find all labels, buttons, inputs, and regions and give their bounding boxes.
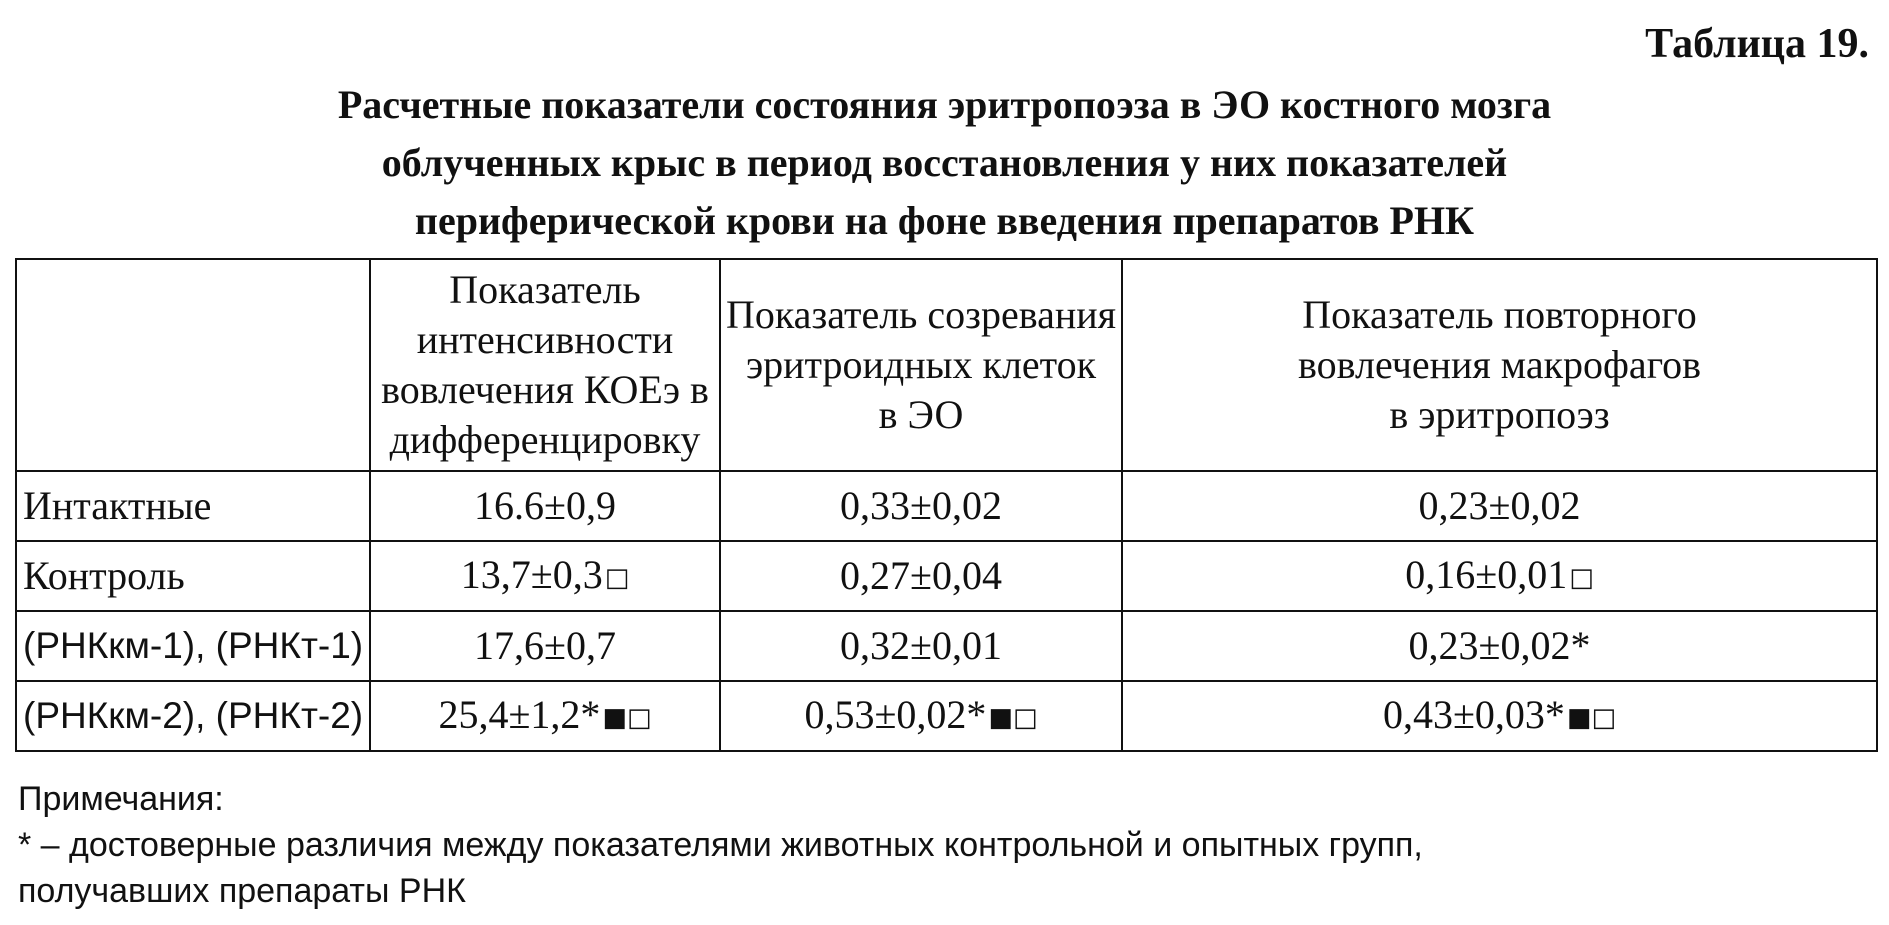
header-line: эритроидных клеток (745, 342, 1097, 387)
header-line: в эритропоэз (1389, 392, 1610, 437)
cell-value: 0,43±0,03* (1382, 691, 1565, 737)
header-row (16, 259, 1877, 471)
cell-value: 0,33±0,02 (840, 483, 1002, 528)
header-line: Показатель повторного (1302, 292, 1697, 337)
value-cell (720, 681, 1122, 751)
header-cell-maturation (720, 259, 1122, 471)
table-row (16, 541, 1877, 611)
row-group-label: Контроль (16, 541, 370, 611)
cell-value: 0,27±0,04 (840, 553, 1002, 598)
caption-line: облученных крыс в период восстановления у них показателей (381, 140, 1508, 185)
table-row (16, 471, 1877, 541)
cell-value: 17,6±0,7 (474, 623, 616, 668)
header-line: Показатель созревания (725, 292, 1117, 337)
row-group-label: Интактные (16, 471, 370, 541)
table-row (16, 681, 1877, 751)
value-cell (1122, 681, 1877, 751)
cell-value: 0,53±0,02* (804, 691, 987, 737)
table-row (16, 611, 1877, 681)
header-cell-group (16, 259, 370, 471)
header-cell-macrophage (1122, 259, 1877, 471)
cell-value: 0,23±0,02 (1418, 483, 1581, 528)
notes (18, 776, 1423, 914)
cell-value: 16.6±0,9 (474, 483, 616, 528)
cell-value: 0,23±0,02* (1408, 623, 1591, 668)
note-line: * – достоверные различия между показателями животных контрольной и опытных групп, (18, 826, 1423, 864)
significance-mark: ■□ (602, 702, 652, 733)
header-line: дифференцировку (389, 417, 701, 462)
notes-heading: Примечания: (18, 780, 224, 818)
table-caption (0, 76, 1889, 250)
value-cell (370, 541, 720, 611)
value-cell (370, 471, 720, 541)
value-cell (370, 681, 720, 751)
row-group-label: (РНКкм-2), (РНКт-2) (16, 681, 370, 751)
caption-line: Расчетные показатели состояния эритропоэза в ЭО костного мозга (337, 82, 1552, 127)
header-line: вовлечения макрофагов (1298, 342, 1701, 387)
header-line: Показатель (449, 267, 641, 312)
value-cell (720, 541, 1122, 611)
header-line: интенсивности (416, 317, 674, 362)
significance-mark: ■□ (988, 702, 1038, 733)
value-cell (1122, 541, 1877, 611)
value-cell (720, 471, 1122, 541)
cell-value: 0,32±0,01 (840, 623, 1002, 668)
data-table (15, 258, 1878, 752)
significance-mark: □ (1569, 562, 1594, 593)
cell-value: 13,7±0,3 (460, 551, 603, 597)
cell-value: 0,16±0,01 (1405, 551, 1568, 597)
value-cell (720, 611, 1122, 681)
table-number: Таблица 19. (1645, 21, 1869, 67)
row-group-label: (РНКкм-1), (РНКт-1) (16, 611, 370, 681)
note-line: получавших препараты РНК (18, 872, 466, 910)
header-cell-koe-intensity (370, 259, 720, 471)
header-line: в ЭО (878, 392, 964, 437)
significance-mark: ■□ (1566, 702, 1617, 733)
cell-value: 25,4±1,2* (438, 691, 601, 737)
header-line: вовлечения КОЕэ в (381, 367, 709, 412)
value-cell (1122, 471, 1877, 541)
caption-line: периферической крови на фоне введения препаратов РНК (414, 198, 1475, 243)
value-cell (1122, 611, 1877, 681)
value-cell (370, 611, 720, 681)
significance-mark: □ (604, 562, 630, 593)
